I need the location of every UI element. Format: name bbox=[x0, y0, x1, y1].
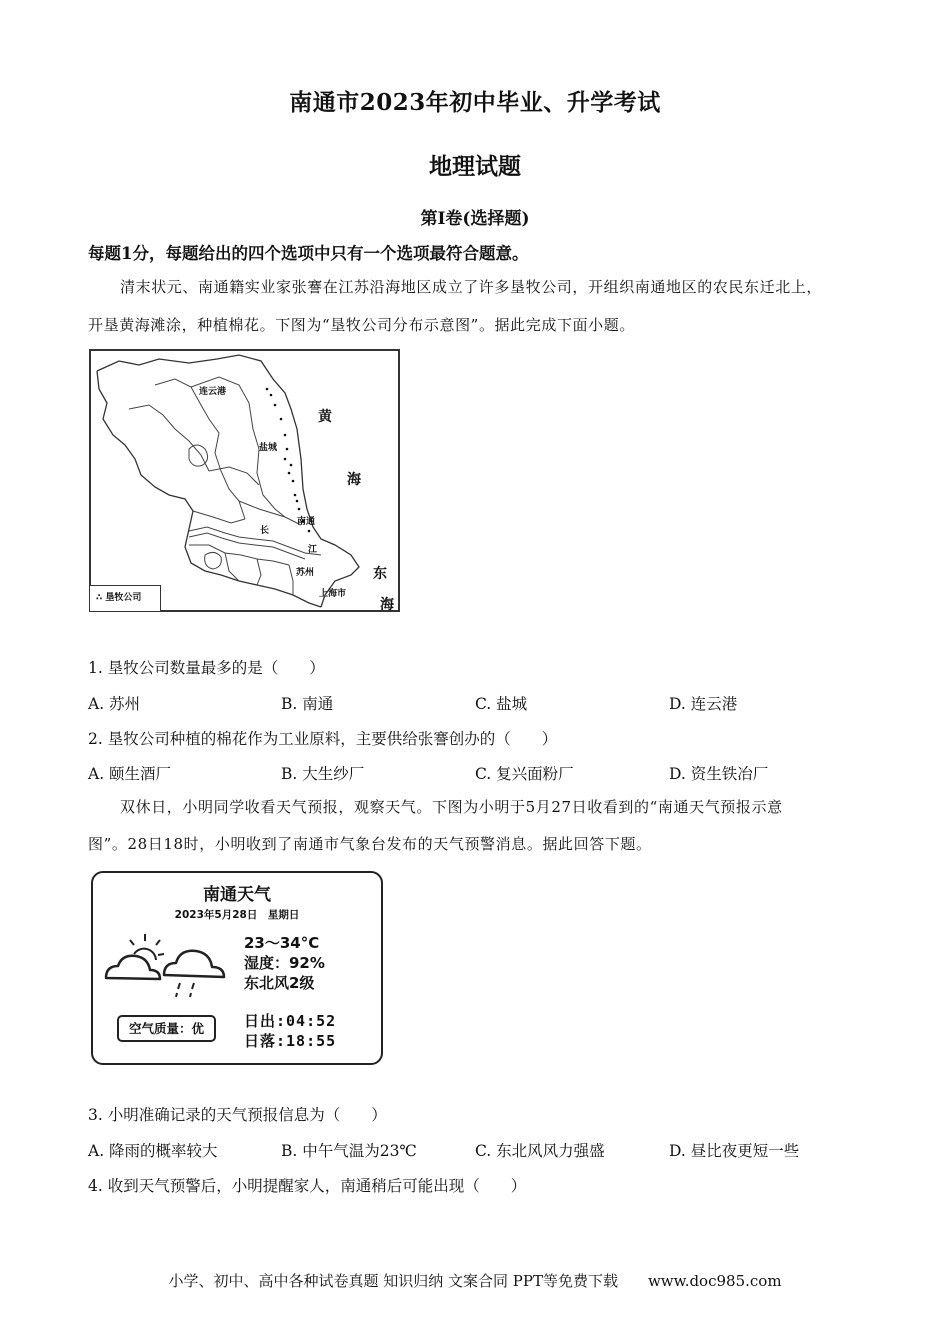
passage2-line2: 图”。28日18时，小明收到了南通市气象台发布的天气预警消息。据此回答下题。 bbox=[88, 835, 652, 853]
sea-label-dong: 东 bbox=[373, 566, 387, 582]
label-chang: 长 bbox=[260, 526, 270, 536]
q1-option-c[interactable]: C. 盐城 bbox=[475, 695, 528, 713]
label-shanghai: 上海市 bbox=[319, 589, 347, 599]
instruction: 每题1分，每题给出的四个选项中只有一个选项最符合题意。 bbox=[88, 244, 529, 263]
q3-stem: 3. 小明准确记录的天气预报信息为（ ） bbox=[88, 1106, 387, 1124]
weather-title: 南通天气 bbox=[203, 885, 271, 905]
dots-icon: ∴ bbox=[96, 593, 106, 603]
weather-humidity: 湿度：92% bbox=[244, 954, 325, 972]
q3-option-b[interactable]: B. 中午气温为23℃ bbox=[281, 1142, 417, 1160]
q3-option-c[interactable]: C. 东北风风力强盛 bbox=[475, 1142, 605, 1160]
sea-label-hai2: 海 bbox=[380, 597, 394, 613]
q2-option-c[interactable]: C. 复兴面粉厂 bbox=[475, 765, 574, 783]
weather-sunset: 日落:18:55 bbox=[244, 1032, 337, 1050]
label-yancheng: 盐城 bbox=[259, 443, 278, 453]
subject-title: 地理试题 bbox=[429, 153, 521, 180]
q1-stem: 1. 垦牧公司数量最多的是（ ） bbox=[88, 659, 325, 677]
passage2-line1: 双休日，小明同学收看天气预报，观察天气。下图为小明于5月27日收看到的“南通天气预报示意 bbox=[120, 798, 783, 816]
q2-stem: 2. 垦牧公司种植的棉花作为工业原料，主要供给张謇创办的（ ） bbox=[88, 730, 558, 748]
air-quality-badge: 空气质量：优 bbox=[117, 1015, 216, 1042]
q4-stem: 4. 收到天气预警后，小明提醒家人，南通稍后可能出现（ ） bbox=[88, 1177, 527, 1195]
company-dots bbox=[266, 388, 311, 533]
section-title: 第Ⅰ卷(选择题) bbox=[420, 209, 530, 229]
label-nantong: 南通 bbox=[297, 517, 316, 527]
q2-option-b[interactable]: B. 大生纱厂 bbox=[281, 765, 365, 783]
map-legend bbox=[89, 585, 161, 612]
q2-option-d[interactable]: D. 资生铁冶厂 bbox=[669, 765, 769, 783]
weather-temp: 23～34°C bbox=[244, 934, 320, 952]
sea-label-hai1: 海 bbox=[347, 472, 361, 488]
q3-option-a[interactable]: A. 降雨的概率较大 bbox=[88, 1142, 218, 1160]
label-jiang: 江 bbox=[308, 545, 318, 555]
legend-label: 垦牧公司 bbox=[105, 593, 142, 603]
weather-date: 2023年5月28日 星期日 bbox=[174, 909, 300, 921]
weather-wind: 东北风2级 bbox=[244, 974, 315, 992]
q1-option-a[interactable]: A. 苏州 bbox=[88, 695, 141, 713]
passage1-line2: 开垦黄海滩涂，种植棉花。下图为“垦牧公司分布示意图”。据此完成下面小题。 bbox=[88, 316, 635, 334]
passage1-line1: 清末状元、南通籍实业家张謇在江苏沿海地区成立了许多垦牧公司，开组织南通地区的农民东迁北上， bbox=[120, 278, 823, 296]
label-suzhou: 苏州 bbox=[296, 568, 315, 578]
q1-option-b[interactable]: B. 南通 bbox=[281, 695, 334, 713]
label-lianyungang: 连云港 bbox=[199, 387, 227, 397]
q1-option-d[interactable]: D. 连云港 bbox=[669, 695, 738, 713]
weather-sunrise: 日出:04:52 bbox=[244, 1012, 337, 1030]
q2-option-a[interactable]: A. 颐生酒厂 bbox=[88, 765, 172, 783]
page-footer: 小学、初中、高中各种试卷真题 知识归纳 文案合同 PPT等免费下载 www.doc985.com bbox=[168, 1272, 782, 1290]
q3-option-d[interactable]: D. 昼比夜更短一些 bbox=[669, 1142, 800, 1160]
sea-label-huang: 黄 bbox=[318, 409, 332, 425]
exam-title: 南通市2023年初中毕业、升学考试 bbox=[289, 89, 661, 116]
rain-cloud-icon bbox=[160, 945, 230, 1001]
